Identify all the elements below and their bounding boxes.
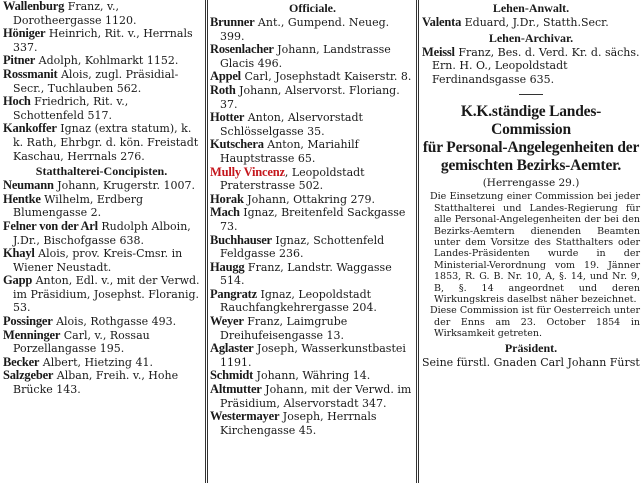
entry bbox=[210, 288, 415, 315]
entry bbox=[210, 315, 415, 342]
entry bbox=[3, 193, 200, 220]
entry-detail: , Leopoldstadt Praterstrasse 502. bbox=[220, 165, 365, 193]
entry-detail: Anton, Edl. v., mit der Verwd. im Präsidium, Josephst. Floranig. 53. bbox=[13, 274, 200, 315]
column-rule bbox=[207, 0, 208, 483]
entry bbox=[210, 193, 415, 207]
entry-detail: Ignaz, Leopoldstadt Rauchfangkehrergasse 204. bbox=[220, 287, 377, 315]
entry bbox=[210, 342, 415, 369]
entry-detail: Alban, Freih. v., Hohe Brücke 143. bbox=[13, 369, 179, 397]
entry-detail: Albert, Hietzing 41. bbox=[39, 355, 153, 369]
entry-detail: Franz, Bes. d. Verd. Kr. d. sächs. Ern. H. O., Leopoldstadt Ferdinandsgasse 635. bbox=[432, 45, 640, 86]
entry bbox=[3, 27, 200, 54]
entry-name: Schmidt bbox=[210, 368, 254, 383]
entry-name: Mach bbox=[210, 205, 240, 220]
entry-detail: Heinrich, Rit. v., Herrnals 337. bbox=[13, 27, 193, 54]
entry-name: Becker bbox=[3, 354, 40, 369]
entry-name: Buchhauser bbox=[210, 232, 272, 247]
entry-name: Menninger bbox=[3, 327, 61, 342]
entry-detail: Franz, v., Dorotheergasse 1120. bbox=[13, 0, 137, 27]
entry-detail: Carl, v., Rossau Porzellangasse 195. bbox=[13, 328, 150, 356]
entry-name: Wallenburg bbox=[3, 0, 65, 13]
entry-name: Horak bbox=[210, 191, 244, 206]
entry bbox=[210, 166, 415, 193]
entry bbox=[3, 68, 200, 95]
entry-name: Meissl bbox=[422, 44, 455, 59]
entry-detail: Johann, mit der Verwd. im Präsidium, Alservorstadt 347. bbox=[220, 383, 412, 410]
entry bbox=[210, 410, 415, 437]
column-rule bbox=[416, 0, 417, 483]
entry bbox=[3, 179, 200, 193]
entry-detail: Carl, Josephstadt Kaiserstr. 8. bbox=[240, 70, 412, 84]
entry-detail: Ignaz, Breitenfeld Sackgasse 73. bbox=[220, 206, 406, 233]
entry-name: Pitner bbox=[3, 53, 36, 68]
entry-name: Hentke bbox=[3, 191, 41, 206]
entry-list-officiale bbox=[210, 16, 415, 437]
entry-name: Salzgeber bbox=[3, 368, 54, 383]
entry-detail: Johann, Krugerstr. 1007. bbox=[53, 179, 196, 193]
entry bbox=[210, 206, 415, 233]
entry-name: Felner von der Arl bbox=[3, 218, 98, 233]
entry-detail: Franz, Landstr. Waggasse 514. bbox=[220, 260, 392, 288]
entry bbox=[422, 16, 640, 30]
section-heading-praesident: Präsident. bbox=[504, 340, 558, 355]
entry-name: Weyer bbox=[210, 314, 244, 329]
entry-name: Gapp bbox=[3, 273, 33, 288]
entry bbox=[210, 43, 415, 70]
entry bbox=[210, 383, 415, 410]
column-left bbox=[3, 0, 200, 397]
entry-name: Valenta bbox=[422, 15, 462, 29]
entry-name: Brunner bbox=[210, 15, 255, 29]
entry bbox=[210, 138, 415, 165]
entry-detail: Ignaz (extra statum), k. k. Rath, Ehrbgr. d. kön. Freistadt Kaschau, Herrnals 276. bbox=[13, 122, 199, 163]
entry-detail: Friedrich, Rit. v., Schottenfeld 517. bbox=[13, 95, 129, 122]
entry-detail: Anton, Mariahilf Hauptstrasse 65. bbox=[220, 138, 359, 165]
entry-detail: Johann, Ottakring 279. bbox=[243, 192, 376, 206]
entry-name: Rosenlacher bbox=[210, 42, 274, 57]
entry-detail: Alois, prov. Kreis-Cmsr. in Wiener Neustadt. bbox=[13, 247, 183, 274]
entry-detail: Anton, Alservorstadt Schlösselgasse 35. bbox=[220, 111, 363, 138]
section-heading-officiale: Officiale. bbox=[289, 1, 336, 15]
entry-detail: Adolph, Kohlmarkt 1152. bbox=[35, 54, 179, 68]
entry-name: Kutschera bbox=[210, 137, 264, 152]
column-rule bbox=[418, 0, 419, 483]
entry bbox=[3, 247, 200, 274]
entry-detail: Joseph, Herrnals Kirchengasse 45. bbox=[220, 410, 377, 437]
entry-name: Rossmanit bbox=[3, 66, 58, 81]
column-rule bbox=[205, 0, 206, 483]
entry-name: Höniger bbox=[3, 26, 46, 41]
entry-name: Haugg bbox=[210, 259, 245, 274]
commission-paragraph-1: Die Einsetzung einer Commission bei jeder Statthalterei und Landes-Regierung für alle Personal-Angelegenheiten der bei den Bezirks-Aemtern dienenden Beamten unter dem Vorsitze des Statthalters oder Landes-Präsidenten wurde in der Ministerial-Verordnung vom 19. Jänner 1853, R. G. B. Nr. 10, A, §. 14, und Nr. 9, B, §. 14 angeordnet und deren Wirkungskreis daselbst näher bezeichnet. bbox=[430, 191, 640, 306]
entry-detail: Wilhelm, Erdberg Blumengasse 2. bbox=[13, 192, 144, 220]
entry bbox=[210, 234, 415, 261]
commission-paragraph-2: Diese Commission ist für Oesterreich unter der Enns am 23. October 1854 in Wirksamkeit getreten. bbox=[430, 305, 640, 340]
section-heading-concipisten: Statthalterei-Concipisten. bbox=[35, 164, 168, 179]
commission-title-line-1: K.K.ständige Landes-Commission bbox=[460, 103, 602, 139]
entry-list-bottom bbox=[3, 179, 200, 397]
entry-detail: Alois, Rothgasse 493. bbox=[52, 315, 177, 329]
entry bbox=[3, 329, 200, 356]
entry-name: Altmutter bbox=[210, 382, 262, 397]
entry-detail: Ant., Gumpend. Neueg. 399. bbox=[220, 16, 390, 43]
entry bbox=[3, 369, 200, 396]
entry bbox=[210, 111, 415, 138]
entry-name: Aglaster bbox=[210, 341, 254, 356]
entry-name: Appel bbox=[210, 69, 241, 84]
column-right bbox=[422, 0, 640, 369]
column-middle bbox=[210, 0, 415, 437]
entry-name: Kankoffer bbox=[3, 121, 57, 136]
entry-name: Westermayer bbox=[210, 409, 280, 424]
entry-name: Roth bbox=[210, 82, 236, 97]
entry bbox=[3, 274, 200, 315]
entry bbox=[210, 369, 415, 383]
entry-detail: Alois, zugl. Präsidial-Secr., Tuchlauben 562. bbox=[13, 67, 179, 95]
entry bbox=[422, 356, 640, 370]
section-heading-lehen-anwalt: Lehen-Anwalt. bbox=[492, 1, 570, 15]
separator-dash bbox=[519, 94, 543, 95]
entry bbox=[3, 95, 200, 122]
entry-detail: Johann, Landstrasse Glacis 496. bbox=[220, 43, 391, 70]
commission-address: (Herrengasse 29.) bbox=[482, 177, 580, 190]
entry-detail: Ignaz, Schottenfeld Feldgasse 236. bbox=[220, 233, 385, 261]
entry-name: Mully Vincenz bbox=[210, 164, 285, 179]
entry-detail: Rudolph Alboin, J.Dr., Bischofgasse 638. bbox=[13, 219, 191, 247]
entry-name: Khayl bbox=[3, 246, 35, 261]
entry bbox=[210, 70, 415, 84]
entry bbox=[210, 16, 415, 43]
entry-detail: Joseph, Wasserkunstbastei 1191. bbox=[220, 342, 406, 369]
entry bbox=[210, 84, 415, 111]
entry bbox=[210, 261, 415, 288]
entry bbox=[3, 220, 200, 247]
entry-detail: Franz, Laimgrube Dreihufeisengasse 13. bbox=[220, 315, 348, 342]
entry-name: Neumann bbox=[3, 178, 54, 193]
entry bbox=[3, 356, 200, 370]
entry bbox=[422, 46, 640, 87]
entry-list-top bbox=[3, 0, 200, 163]
entry-name: Hotter bbox=[210, 110, 245, 125]
section-heading-lehen-archivar: Lehen-Archivar. bbox=[488, 30, 574, 45]
entry-name: Possinger bbox=[3, 314, 53, 329]
entry bbox=[3, 122, 200, 163]
entry-name: Seine fürstl. Gnaden Carl Johann Fürst bbox=[422, 355, 640, 369]
commission-title-line-3: gemischten Bezirks-Aemter. bbox=[440, 157, 622, 175]
commission-title-line-2: für Personal-Angelegenheiten der bbox=[422, 139, 640, 157]
entry bbox=[3, 54, 200, 68]
entry-detail: Johann, Währing 14. bbox=[253, 369, 371, 383]
entry-name: Hoch bbox=[3, 94, 31, 109]
entry-detail: Johann, Alservorst. Floriang. 37. bbox=[220, 83, 400, 111]
entry-name: Pangratz bbox=[210, 286, 257, 301]
entry bbox=[3, 315, 200, 329]
entry bbox=[3, 0, 200, 27]
entry-detail: Eduard, J.Dr., Statth.Secr. bbox=[461, 16, 609, 29]
